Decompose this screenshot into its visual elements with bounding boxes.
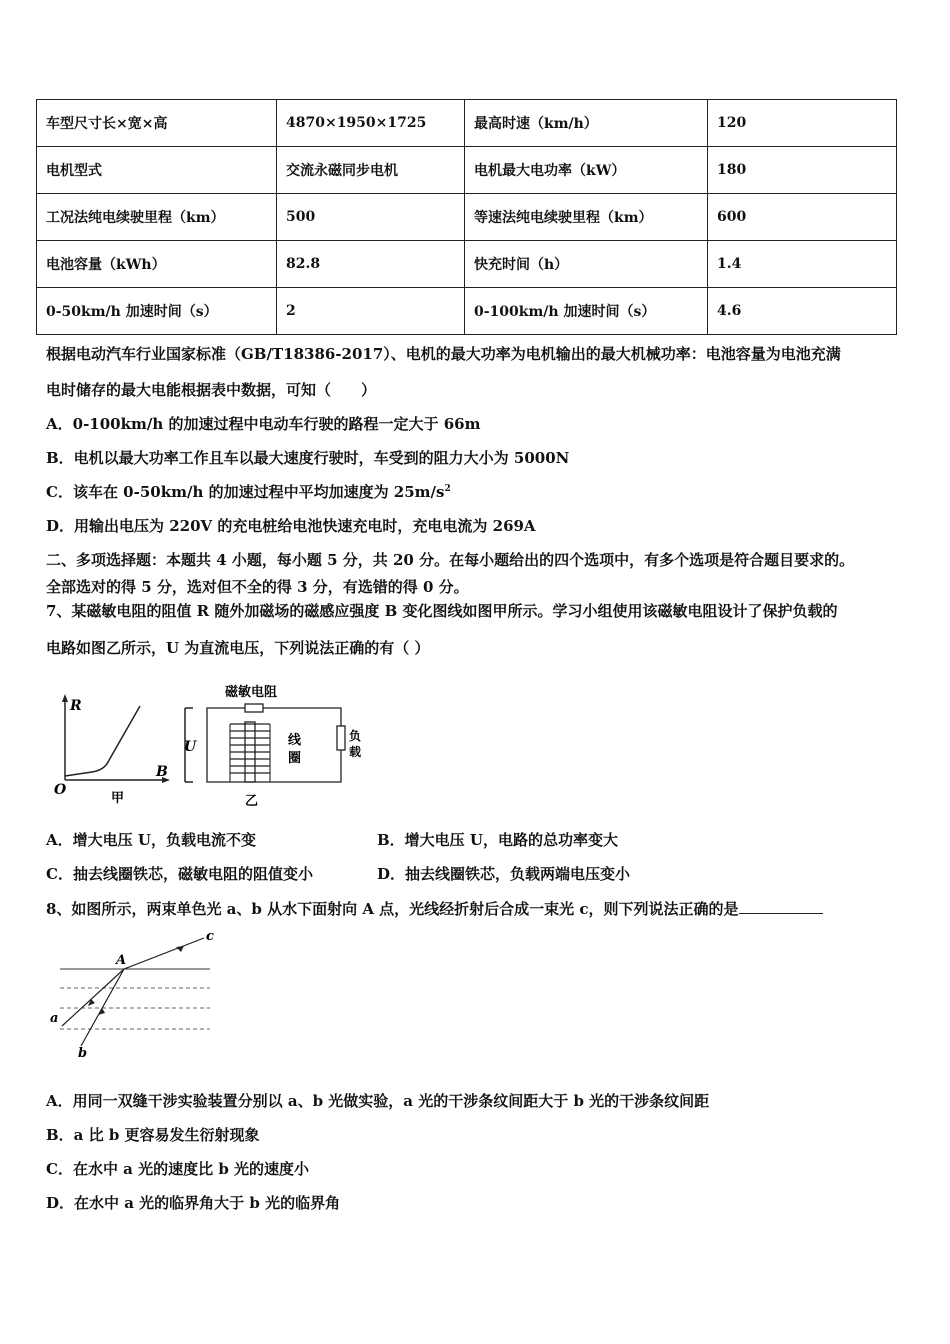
table-cell: 600 <box>708 194 897 241</box>
table-cell: 交流永磁同步电机 <box>277 147 465 194</box>
table-cell: 120 <box>708 100 897 147</box>
ray-c-label: c <box>206 929 214 944</box>
table-cell: 1.4 <box>708 241 897 288</box>
ray-b-arrow <box>98 1008 105 1015</box>
graph-r-label: R <box>70 698 82 714</box>
wire-bottom-left <box>207 778 230 782</box>
load-label-2: 载 <box>349 745 362 759</box>
q6-option-d: D．用输出电压为 220V 的充电桩给电池快速充电时，充电电流为 269A <box>46 517 536 535</box>
table-row <box>37 288 897 335</box>
table-cell: 电池容量（kWh） <box>37 241 277 288</box>
refraction-figure <box>44 926 224 1062</box>
answer-blank[interactable] <box>739 899 823 914</box>
q8-option-c: C．在水中 a 光的速度比 b 光的速度小 <box>46 1160 310 1178</box>
table-cell: 最高时速（km/h） <box>465 100 708 147</box>
load-label-1: 负 <box>349 729 362 743</box>
q8-option-b: B．a 比 b 更容易发生衍射现象 <box>46 1126 260 1144</box>
coil-label-2: 圈 <box>288 751 302 766</box>
table-cell: 0-100km/h 加速时间（s） <box>465 288 708 335</box>
ray-c <box>124 938 204 969</box>
graph-curve <box>65 706 140 776</box>
table-row <box>37 194 897 241</box>
q8-option-a: A．用同一双缝干涉实验装置分别以 a、b 光做实验，a 光的干涉条纹间距大于 b 光的干涉条纹间距 <box>46 1092 710 1110</box>
q6-stem-line-2: 电时储存的最大电能根据表中数据，可知（ ） <box>46 381 377 399</box>
table-cell: 4.6 <box>708 288 897 335</box>
table-cell: 180 <box>708 147 897 194</box>
graph-y-arrow <box>62 694 68 702</box>
q7-stem-line-2: 电路如图乙所示，U 为直流电压，下列说法正确的有（ ） <box>46 639 430 657</box>
q7-option-a: A．增大电压 U，负载电流不变 <box>46 831 256 849</box>
ray-b-label: b <box>78 1046 88 1061</box>
table-row <box>37 147 897 194</box>
ray-a-label: a <box>50 1011 59 1026</box>
rb-graph-figure <box>48 690 178 808</box>
wire-bottom-right <box>275 750 341 782</box>
ray-a <box>62 969 124 1026</box>
q6-option-c-exponent: 2 <box>444 484 451 494</box>
table-cell: 等速法纯电续驶里程（km） <box>465 194 708 241</box>
wire-top-right <box>263 708 341 726</box>
graph-origin-label: O <box>54 782 67 798</box>
resistor-label: 磁敏电阻 <box>225 685 278 700</box>
table-cell: 82.8 <box>277 241 465 288</box>
q7-option-d: D．抽去线圈铁芯，负载两端电压变小 <box>377 865 631 883</box>
circuit-figure <box>175 678 375 810</box>
q6-option-a: A．0-100km/h 的加速过程中电动车行驶的路程一定大于 66m <box>46 415 481 433</box>
q8-stem <box>46 898 823 919</box>
table-cell: 电机最大电功率（kW） <box>465 147 708 194</box>
table-cell: 电机型式 <box>37 147 277 194</box>
q6-option-b: B．电机以最大功率工作且车以最大速度行驶时，车受到的阻力大小为 5000N <box>46 449 570 467</box>
graph-b-label: B <box>156 764 168 780</box>
table-cell: 工况法纯电续驶里程（km） <box>37 194 277 241</box>
table-cell: 2 <box>277 288 465 335</box>
coil-label-1: 线 <box>288 733 302 748</box>
table-cell: 0-50km/h 加速时间（s） <box>37 288 277 335</box>
section2-line-1: 二、多项选择题：本题共 4 小题，每小题 5 分，共 20 分。在每小题给出的四个选项中，有多个选项是符合题目要求的。 <box>46 551 855 569</box>
q7-stem-line-1: 7、某磁敏电阻的阻值 R 随外加磁场的磁感应强度 B 变化图线如图甲所示。学习小组使用该磁敏电阻设计了保护负载的 <box>46 602 838 620</box>
section2-line-2: 全部选对的得 5 分，选对但不全的得 3 分，有选错的得 0 分。 <box>46 578 469 596</box>
spec-table <box>36 99 897 335</box>
table-row <box>37 100 897 147</box>
table-row <box>37 241 897 288</box>
q8-option-d: D．在水中 a 光的临界角大于 b 光的临界角 <box>46 1194 341 1212</box>
point-a-label: A <box>116 953 127 968</box>
q7-option-b: B．增大电压 U，电路的总功率变大 <box>377 831 618 849</box>
table-cell: 车型尺寸长×宽×高 <box>37 100 277 147</box>
load-resistor <box>337 726 345 750</box>
table-cell: 500 <box>277 194 465 241</box>
q8-stem-text: 8、如图所示，两束单色光 a、b 从水下面射向 A 点，光线经折射后合成一束光 c，则下列说法正确的是 <box>46 900 739 918</box>
wire-top-left <box>207 708 245 778</box>
q6-option-c-text: C．该车在 0-50km/h 的加速过程中平均加速度为 25m/s <box>46 483 445 501</box>
ray-a-arrow <box>88 999 95 1006</box>
q6-stem-line-1: 根据电动汽车行业国家标准（GB/T18386-2017）、电机的最大功率为电机输出的最大机械功率：电池容量为电池充满 <box>46 345 841 363</box>
circuit-caption: 乙 <box>245 794 259 809</box>
table-cell: 4870×1950×1725 <box>277 100 465 147</box>
voltage-label: U <box>184 739 197 755</box>
q6-option-c <box>46 481 451 502</box>
magnetoresistor <box>245 704 263 712</box>
graph-caption: 甲 <box>111 791 125 806</box>
q7-option-c: C．抽去线圈铁芯，磁敏电阻的阻值变小 <box>46 865 313 883</box>
table-cell: 快充时间（h） <box>465 241 708 288</box>
